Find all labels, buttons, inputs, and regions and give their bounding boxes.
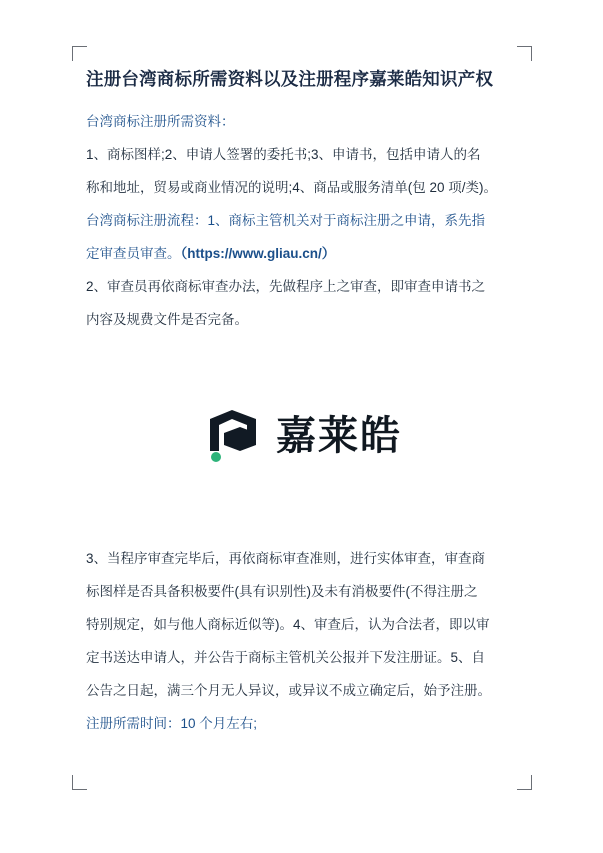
paragraph-line: 台湾商标注册所需资料： xyxy=(86,114,235,130)
page-title: 注册台湾商标所需资料以及注册程序嘉莱皓知识产权 xyxy=(86,69,494,89)
paragraph-line: 内容及规费文件是否完备。 xyxy=(86,312,248,328)
paragraph-line: 定书送达申请人，并公告于商标主管机关公报并下发注册证。5、自 xyxy=(86,650,486,666)
paragraph-line: 特别规定，如与他人商标近似等)。4、审查后，认为合法者，即以审 xyxy=(86,617,490,633)
paragraph-line: 注册所需时间：10 个月左右; xyxy=(86,716,258,732)
paragraph-line: 公告之日起，满三个月无人异议，或异议不成立确定后，始予注册。 xyxy=(86,683,491,699)
paragraph-text: 定审查员审查。 xyxy=(86,246,181,262)
logo-mark-icon xyxy=(202,405,264,467)
logo-text: 嘉莱皓 xyxy=(276,414,402,459)
paragraph-line: 2、审查员再依商标审查办法，先做程序上之审查，即审查申请书之 xyxy=(86,279,486,295)
crop-mark-top-left xyxy=(72,46,87,61)
paragraph-line-with-link xyxy=(86,240,518,267)
paragraph-line: 3、当程序审查完毕后，再依商标审查准则，进行实体审查，审查商 xyxy=(86,551,486,567)
paragraph-line: 标图样是否具备积极要件(具有识别性)及未有消极要件(不得注册之 xyxy=(86,584,478,600)
website-link[interactable]: （https://www.gliau.cn/） xyxy=(180,246,336,262)
document-tail xyxy=(86,545,518,737)
crop-mark-bottom-left xyxy=(72,775,87,790)
paragraph-line: 1、商标图样;2、申请人签署的委托书;3、申请书，包括申请人的名 xyxy=(86,147,481,163)
crop-mark-bottom-right xyxy=(517,775,532,790)
document-content xyxy=(86,66,518,743)
paragraph-line: 称和地址，贸易或商业情况的说明;4、商品或服务清单(包 20 项/类)。 xyxy=(86,180,498,196)
paragraph-line: 台湾商标注册流程：1、商标主管机关对于商标注册之申请，系先指 xyxy=(86,213,486,229)
crop-mark-top-right xyxy=(517,46,532,61)
brand-logo xyxy=(86,405,518,467)
